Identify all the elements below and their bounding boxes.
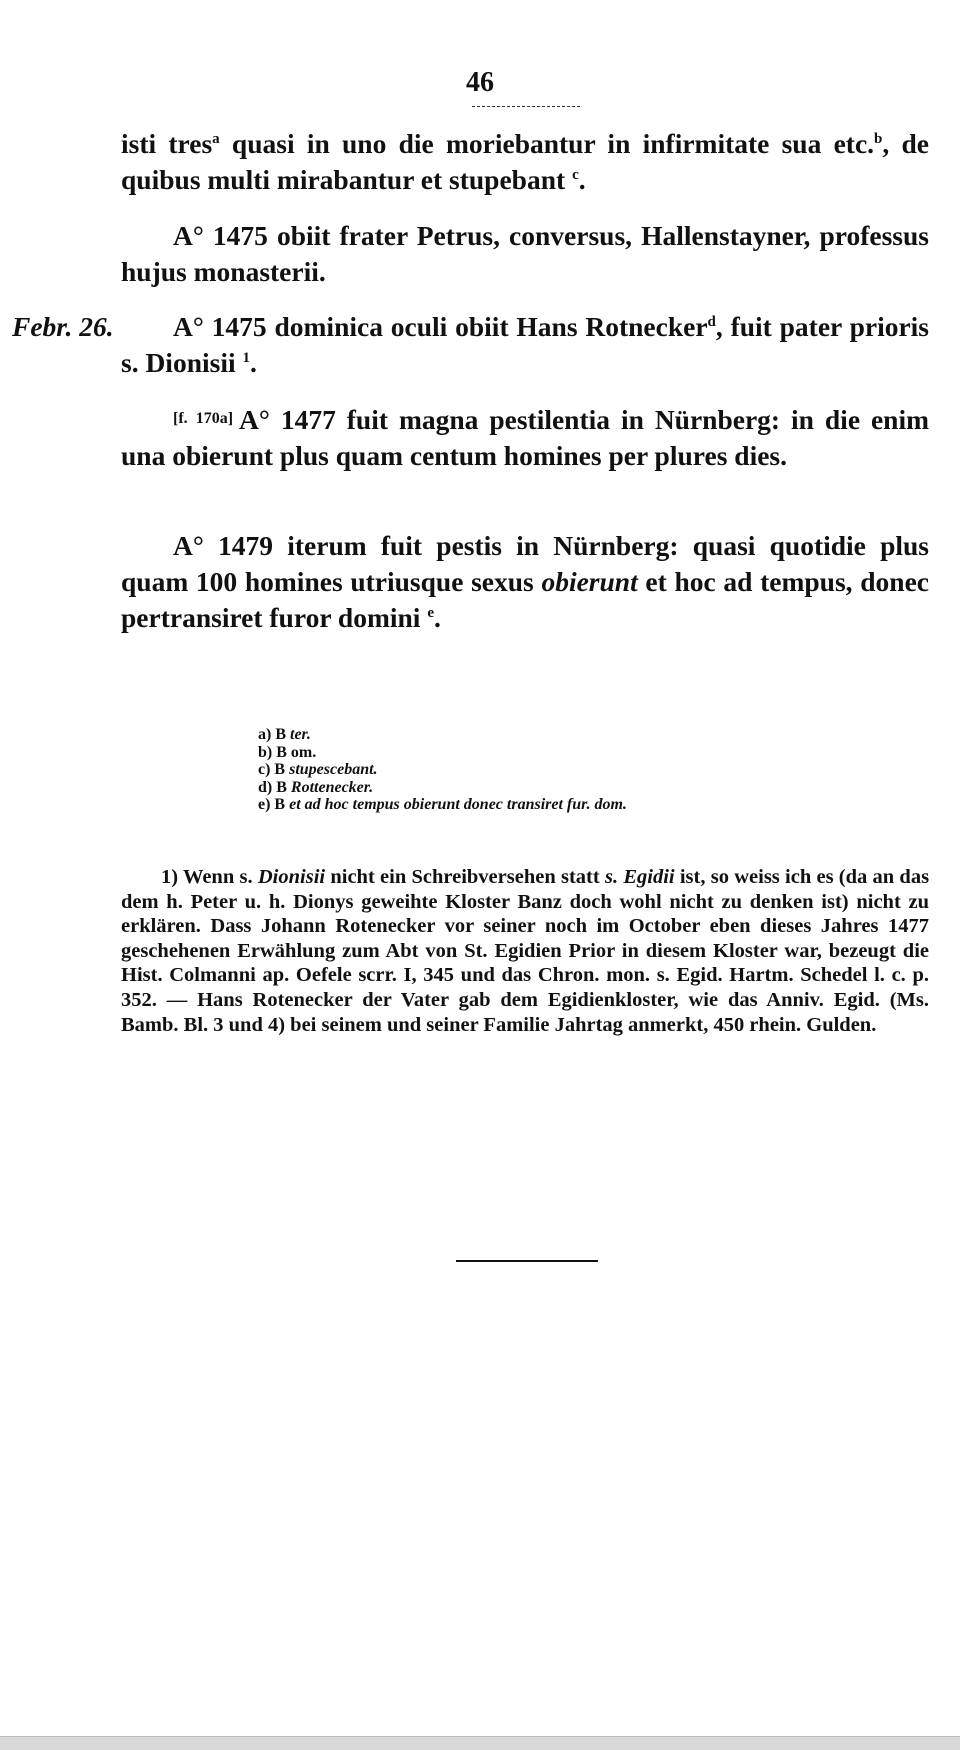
p1-text-start: isti tres xyxy=(121,128,213,159)
variant-entry: a) B ter. xyxy=(258,726,311,743)
p1-text-cont: , de quibus multi mirabantur et stupebant xyxy=(121,128,930,195)
p2-text: A° 1475 obiit frater Petrus, conversus, Hallenstayner, professus hujus monasterii. xyxy=(121,220,929,287)
folio-marker: [f. 170a] xyxy=(173,410,234,427)
paragraph-4 xyxy=(121,401,929,474)
page-number: 46 xyxy=(466,67,494,98)
variant-entry: d) B Rottenecker. xyxy=(258,778,374,796)
p1-text-mid: quasi in uno die moriebantur in infirmitate sua etc. xyxy=(219,128,875,159)
variant-entry: e) B et ad hoc tempus obierunt donec transiret fur. dom. xyxy=(258,796,627,813)
variant-mark-e: e xyxy=(427,605,434,621)
p3-text-end: . xyxy=(250,347,257,378)
scan-bottom-edge xyxy=(0,1736,960,1750)
variant-mark-a: a xyxy=(212,131,220,147)
margin-date-note: Febr. 26. xyxy=(12,311,114,342)
variant-entry: c) B stupescebant. xyxy=(258,761,378,778)
p5-text-end: . xyxy=(433,602,441,633)
p5-text-mid: et hoc ad tempus, donec pertransiret furor domini xyxy=(121,566,929,633)
footnote-1: 1) Wenn s. Dionisii nicht ein Schreibversehen statt s. Egidii ist, so weiss ich es (da an das dem h. Peter u. h. Dionys geweihte Kloster Banz doch wohl nicht zu denken ist) nicht zu erklären. Dass Johann Rotenecker vor seiner noch im October eben dieses Jahres 1477 geschehenen Erwählung zum Abt von St. Egidien Prior in diesem Kloster war, bezeugt die Hist. Colmanni ap. Oefele scrr. I, 345 und das Chron. mon. s. Egid. Hartm. Schedel l. c. p. 352. — Hans Rotenecker der Vater gab dem Egidienkloster, wie das Anniv. Egid. (Ms. Bamb. Bl. 3 und 4) bei seinem und seiner Familie Jahrtag anmerkt, 450 rhein. Gulden. xyxy=(121,866,930,1036)
p5-text-start: A° 1479 iterum fuit pestis in Nürnberg: quasi quotidie plus quam 100 homines utriusque sexus xyxy=(121,530,929,597)
variant-mark-c: c xyxy=(572,167,579,183)
variant-apparatus xyxy=(258,726,858,814)
p5-italic-word: obierunt xyxy=(541,566,638,597)
paragraph-1 xyxy=(121,126,929,198)
variant-mark-d: d xyxy=(707,314,716,330)
paragraph-2 xyxy=(121,218,929,290)
p3-text-start: A° 1475 dominica oculi obiit Hans Rotnecker xyxy=(173,311,708,342)
header-rule xyxy=(472,106,580,107)
end-rule xyxy=(456,1260,598,1262)
paragraph-5 xyxy=(121,528,929,636)
variant-mark-b: b xyxy=(874,131,883,147)
variant-entry: b) B om. xyxy=(258,743,317,761)
p4-text: A° 1477 fuit magna pestilentia in Nürnberg: in die enim una obierunt plus quam centum homines per plures dies. xyxy=(121,404,930,471)
paragraph-3 xyxy=(121,309,929,381)
p1-text-end: . xyxy=(578,164,586,195)
footnote-marker: 1) xyxy=(161,866,179,888)
p3-text-mid: , fuit pater prioris s. Dionisii xyxy=(121,311,930,378)
footnote-mark-1: 1 xyxy=(242,350,250,366)
